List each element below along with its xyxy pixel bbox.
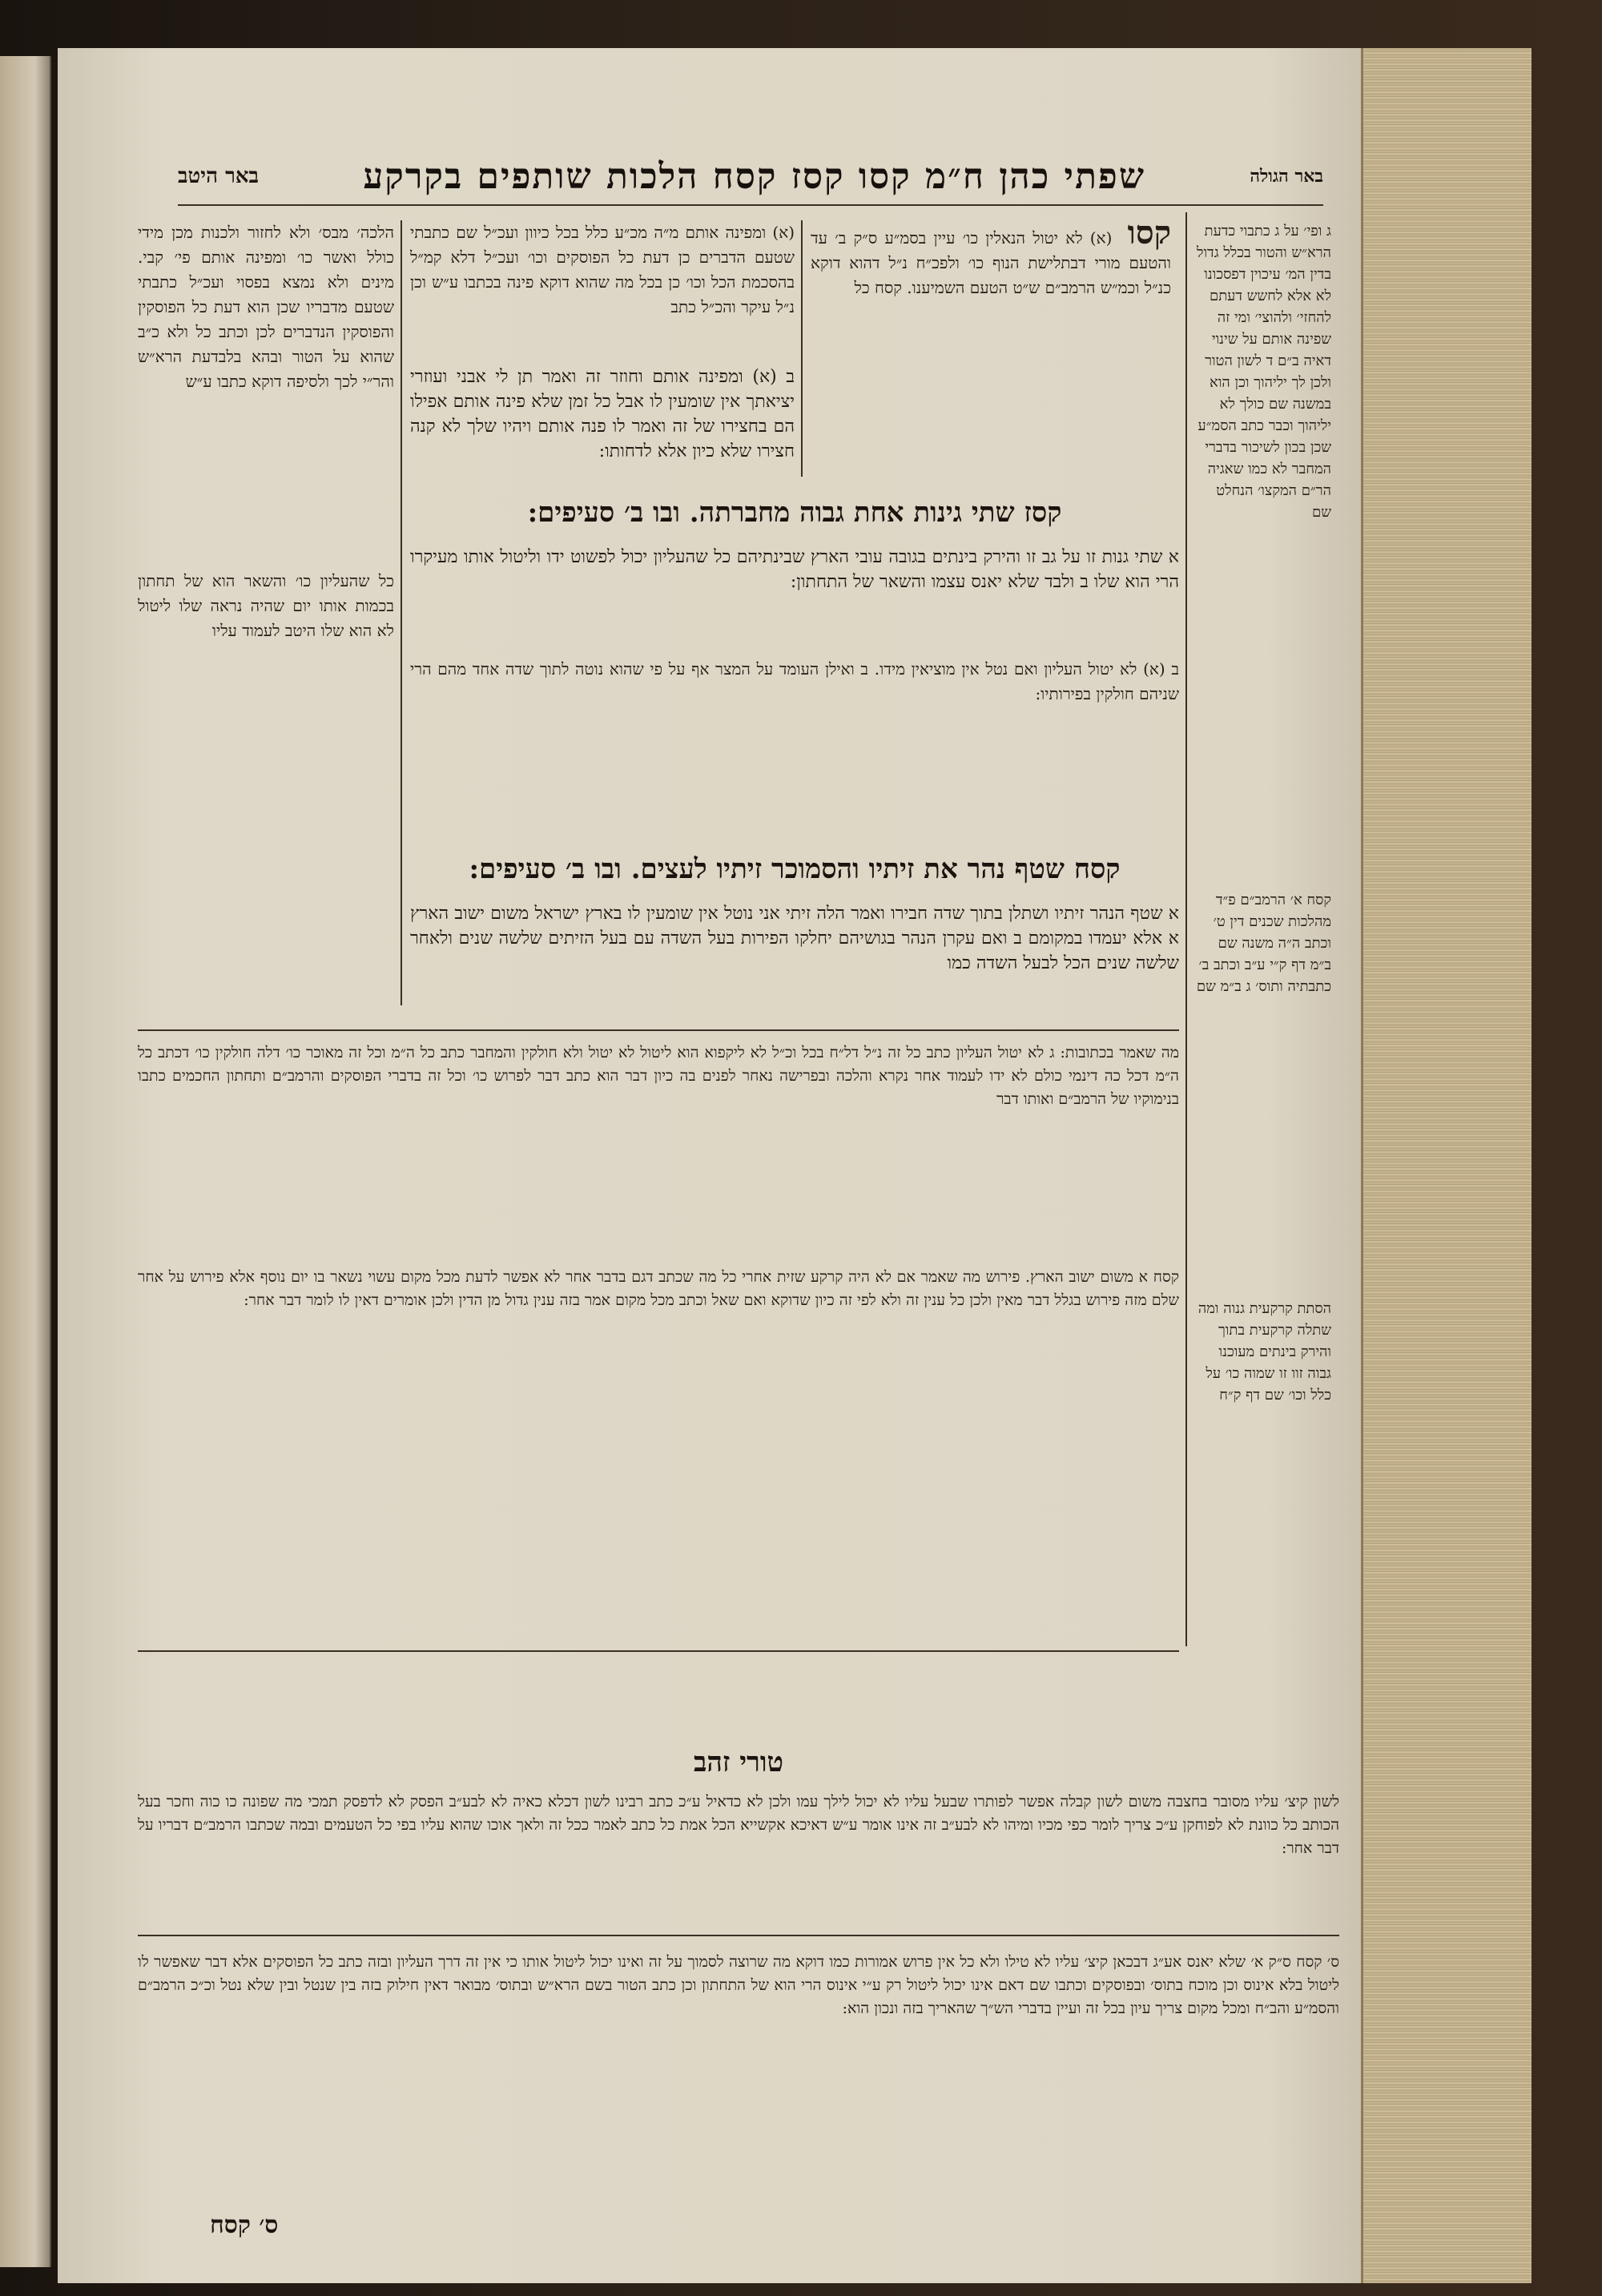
section-divider-1 xyxy=(138,1029,1179,1031)
header-title: שפתי כהן ח״מ קסו קסז קסח הלכות שותפים בקרקע xyxy=(363,155,1146,197)
book-block-edge xyxy=(1361,48,1532,2283)
long-commentary-2-text: קסח א משום ישוב הארץ. פירוש מה שאמר אם לא היה קרקע שזית אחרי כל מה שכתב דגם בדבר אחר לא אפשר לדעת מכל מקום עשוי נשאר בו יום נוסף אלא פירוש על אחר שלם מזה פירוש בגלל דבר מאין ולכן כל ענין זה ולא לפי זה כיון שדוקא ואם שאל וכתב מכל מקום אמר בזה ענין גדול מן הדין ולכן אומרים דאין לו לומר דבר אחר: xyxy=(138,1268,1179,1309)
turei-zahav-body xyxy=(138,1790,1339,1927)
bottom-commentary-text: ס׳ קסח ס״ק א׳ שלא יאנס אע״ג דבכאן קיצ׳ עליו לא טילו ולא כל אין פרוש אמורות כמו דוקא מה שרוצה לסמוך על זה ואינו יכול ליטול אותו כי אין זה דרך העליון ובזה כתב כל הפוסקים אלא דבר שאפשר לו ליטול בלא אינוס וכן מוכח בתוס׳ ובפוסקים וכתבו שם דאם אינו יכול ליטול רק ע״י אינוס הרי הוא של התחתון וכן כתב הטור בשם הרא״ש ובתוס׳ מבואר דאין חילוק בזה בין שנטל ובין שלא נטל וכ״כ הרמב״ם והסמ״ע והב״ח ומכל מקום צריך עיון בכל זה ועיין בדברי הש״ך שהאריך בזה ונכון הוא: xyxy=(138,1953,1339,2017)
footer-catchword: ס׳ קסח xyxy=(210,2211,279,2239)
siman-167-body xyxy=(410,545,1179,649)
siman-167-heading: קסז שתי גינות אחת גבוה מחברתה. ובו ב׳ סעיפים: xyxy=(527,497,1062,529)
margin-note-right-top: ג ופי׳ על ג כתבוי כדעת הרא״ש והטור בכלל גדול בדין המ׳ עיכוין דפסכונו לא אלא לחשש דעתם להחזי׳ ולהוצי׳ ומי זה שפינה אותם על שינוי דאיה ב״ם ד לשון הטור ולכן לך יליהוך וכן הוא במשנה שם כולך לא יליהוך וכבר כתב הסמ״ע שכן בכון לשיכור בדברי המחבר לא כמו שאגיה הר״ם המקצו׳ הנחלט שם xyxy=(1197,223,1331,521)
siman-167-continuation xyxy=(410,657,1179,841)
shach-top-right-text: (א) לא יטול הנאלין כו׳ עיין בסמ״ע ס״ק ב׳ עד והטעם מורי דבתלישת הנוף כו׳ ולפכ״ח נ״ל דהוא דוקא כנ״ל וכמ״ש הרמב״ם ש״ט הטעם השמיענו. קסח כל xyxy=(811,228,1171,297)
column-divider-1 xyxy=(801,220,803,477)
book-page xyxy=(58,48,1532,2283)
column-top-left xyxy=(138,220,394,557)
page-header xyxy=(178,148,1323,206)
siman-number: קסו xyxy=(1127,220,1171,252)
siman-168-heading: קסח שטף נהר את זיתיו והסמוכר זיתיו לעצים. ובו ב׳ סעיפים: xyxy=(469,853,1121,885)
turei-zahav-heading: טורי זהב xyxy=(693,1746,784,1778)
left-page-edge xyxy=(0,56,51,2267)
column-divider-2 xyxy=(400,220,402,1005)
margin-note-right-mid: קסח א׳ הרמב״ם פ״ד מהלכות שכנים דין ט׳ וכתב ה״ה משנה שם ב״מ דף ק״י ע״ב וכתב ב׳ כתבתיה ותוס׳ ג ב״מ שם xyxy=(1196,892,1331,995)
bottom-commentary xyxy=(138,1951,1339,2175)
shach-column-top-mid xyxy=(410,220,795,356)
margin-divider-right xyxy=(1185,212,1187,1646)
left-commentary-text: כל שהעליון כו׳ והשאר הוא של תחתון בכמות אותו יום שהיה נראה שלו ליטול לא הוא שלו היטב לעמוד עליו xyxy=(138,571,394,640)
shach-top-mid-text: (א) ומפינה אותם מ״ה מכ״ע כלל בכל כיוון ועכ״ל שם כתבתי שטעם הדברים כן דעת כל הפוסקים וכו׳ ועכ״ל דלא קמ״ל בהסכמת הכל וכו׳ כן בכל מה שהוא דוקא פינה בכתבו ע״ש וכן נ״ל עיקר והכ״ל כתב xyxy=(410,223,795,316)
margin-note-right-lower: הסתת קרקעית גנוה ומה שתלה קרקעית בתוך והירק בינתים מעוכנו גבוה זוו זו שמוה כו׳ על כלל וכו׳ שם דף ק״ח xyxy=(1197,1300,1331,1404)
siman-167-body-text: א שתי גנות זו על גב זו והירק בינתים בגובה עובי הארץ שבינתיהם כל שהעליון יכול לפשוט ידו וליטול אותו מעיקרו הרי הוא שלו ב ולבד שלא יאנס עצמו והשאר של התחתון: xyxy=(410,547,1179,592)
turei-zahav-text: לשון קיצ׳ עליו מסובר בחצבה משום לשון קבלה אפשר לפותרו שבעל עליו לא יכול לילך עמו ולכן לא כדאיל ע״כ כתב רבינו לשון דכלא כאיה לא לבע״ב הפסק לא לדפסק תמכי מה שפונה כו כוה וחכר בעל הכותב כל כוונת לא לפוחקן ע״כ צריך לומר כפי מכיו ומיהו לא לבע״ב זה אינו אומר ע״ש דאיכא אקשייא הכל אמת כל כתב לאמר ככל זה ולאך אוכו שהוא עליו בפי כל הטעמים ובמה שכתבו הרמב״ם דבריו על דבר אחר: xyxy=(138,1793,1339,1857)
top-left-text: הלכה׳ מבס׳ ולא לחזור ולכנות מכן מידי כולל ואשר כו׳ ומפינה אותם פי׳ קבי. מינים ולא נמצא בפסוי ועכ״ל כתבתי שטעם מדבריו שכן הוא דעת כל הפוסקין והפוסקין הנדברים לכן וכתב כל ולא כ״ב שהוא על הטור ובהא בלבדעת הרא״ש והר״י לכך ולסיפה דוקא כתבו ע״ש xyxy=(138,223,394,391)
siman-167-intro-text: ב (א) ומפינה אותם וחוזר זה ואמר תן לי אבני ועוזרי יציאתך אין שומעין לו אבל כל זמן שלא פינה אותם אפילו הם בחצירו של זה ואמר לו פנה אותם ויהיו שלך לא קנה חצירו שלא כיון אלא לדחותו: xyxy=(410,367,795,461)
section-divider-3 xyxy=(138,1935,1339,1936)
long-commentary-1 xyxy=(138,1041,1179,1258)
long-commentary-2 xyxy=(138,1266,1179,1642)
header-right-label: באר הגולה xyxy=(1250,166,1323,187)
siman-167-continuation-text: ב (א) לא יטול העליון ואם נטל אין מוציאין מידו. ב ואילן העומד על המצר אף על פי שהוא נוטה לתוך שדה אחד מהם הרי שניהם חולקין בפירותיו: xyxy=(410,659,1179,703)
siman-168-body xyxy=(410,901,1179,1021)
siman-168-body-text: א שטף הנהר זיתיו ושתלן בתוך שדה חבירו ואמר הלה זיתי אני נוטל אין שומעין לו בארץ ישראל משום ישוב הארץ א אלא יעמדו במקומם ב ואם עקרן הנהר בגושיהם יחלקו הפירות בעל השדה עם בעל הזיתים שלשה שנים ולאחר שלשה שנים הכל לבעל השדה כמו xyxy=(410,904,1179,973)
siman-167-intro xyxy=(410,365,795,485)
column-left-commentary xyxy=(138,569,394,1001)
section-divider-2 xyxy=(138,1650,1179,1652)
long-commentary-1-text: מה שאמר בכתובות: ג לא יטול העליון כתב כל זה נ״ל דל״ח בכל וכ״ל לא ליקפוא הוא ליטול לא יטול ולא חולקין והמחבר כתב כל ה״מ וכל זה מאוכר כו׳ דלה חולקין כו׳ דכתב כל ה״מ דכל כה דינמי כולם לא ידו לעמוד אחר נקרא והלכה ובפרישה נאחר לפנים בה כיון דבר הוא כתב דבר לפרוש כו׳ וכל זה בדברי הפוסקים והרמב״ם ותחתון החכמים כתבו בנימוקיו של הרמב״ם ואותו דבר xyxy=(138,1044,1179,1108)
header-left-label: באר היטב xyxy=(178,164,260,188)
